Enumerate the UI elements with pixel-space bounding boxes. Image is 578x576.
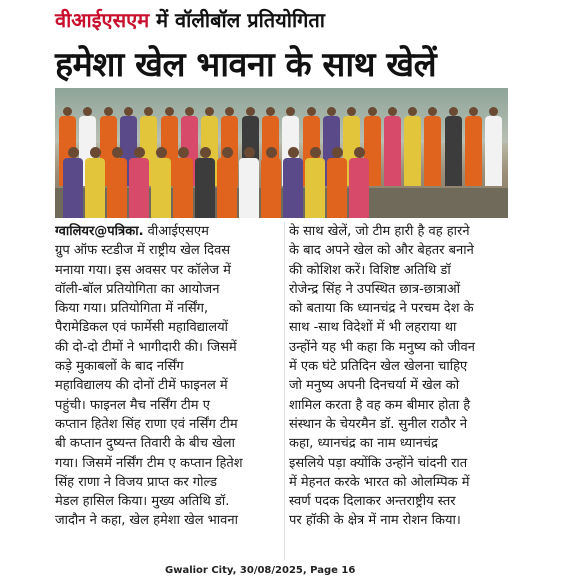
photo-person-head <box>469 107 478 116</box>
article-line: मेडल हासिल किया। मुख्य अतिथि डॉ. <box>55 494 230 510</box>
photo-person-head <box>332 147 343 158</box>
photo-person-head <box>354 147 365 158</box>
dateline-line <box>55 222 278 241</box>
article-line: कहा, ध्यानचंद्र का नाम ध्यानचंद्र <box>289 436 438 452</box>
article-line: कप्तान हितेश सिंह राणा एवं नर्सिंग टीम <box>55 416 238 432</box>
article-line: जादौन ने कहा, खेल हमेशा खेल भावना <box>55 513 238 529</box>
photo-person <box>239 158 259 218</box>
article-line: मनाया गया। इस अवसर पर कॉलेज में <box>55 262 231 278</box>
photo-person <box>327 158 347 218</box>
photo-person-head <box>246 107 255 116</box>
photo-person <box>107 158 127 218</box>
article-line: वॉली-बॉल प्रतियोगिता का आयोजन <box>55 281 220 297</box>
photo-person-head <box>112 147 123 158</box>
photo-person-head <box>449 107 458 116</box>
photo-person-head <box>68 147 79 158</box>
article-line: वीआईएसएम <box>147 224 209 239</box>
article-line: में मेहनत करके भारत को ओलम्पिक में <box>289 474 470 490</box>
article-line: स्वर्ण पदक दिलाकर अन्तराष्ट्रीय स्तर <box>289 494 456 510</box>
kicker-institution: वीआईएसएम <box>55 8 150 32</box>
photo-person <box>485 116 502 186</box>
article-line: पहुंची। फाइनल मैच नर्सिंग टीम ए <box>55 397 210 413</box>
photo-person-head <box>134 147 145 158</box>
article-line: जो मनुष्य अपनी दिनचर्या में खेल को <box>289 378 460 394</box>
article-line: महाविद्यालय की दोनों टीमें फाइनल में <box>55 378 228 394</box>
article-line: की कोशिश करें। विशिष्ट अतिथि डॉ <box>289 262 451 278</box>
photo-person <box>173 158 193 218</box>
article-line: साथ -साथ विदेशों में भी लहराया था <box>289 320 457 336</box>
photo-person <box>261 158 281 218</box>
article-column-1 <box>55 222 278 531</box>
photo-person-head <box>327 107 336 116</box>
photo-person <box>63 158 83 218</box>
photo-person-head <box>156 147 167 158</box>
article-line: बी कप्तान दुष्यन्त तिवारी के बीच खेला <box>55 436 235 452</box>
article-line: इसलिये पड़ा क्योंकि उन्होंने चांदनी रात <box>289 455 468 471</box>
photo-person-head <box>307 107 316 116</box>
column-divider <box>284 222 285 560</box>
page-footer: Gwalior City, 30/08/2025, Page 16 <box>165 565 356 576</box>
article-line: गया। जिसमें नर्सिंग टीम ए कप्तान हितेश <box>55 455 243 471</box>
article-line: संस्थान के चेयरमैन डॉ. सुनील राठौर ने <box>289 416 468 432</box>
photo-person <box>384 116 401 186</box>
photo-person <box>465 116 482 186</box>
photo-person-head <box>200 147 211 158</box>
photo-person-head <box>104 107 113 116</box>
article-line: रोजेन्द्र सिंह ने उपस्थित छात्र-छात्राओं <box>289 281 461 297</box>
photo-person <box>151 158 171 218</box>
photo-person-head <box>310 147 321 158</box>
photo-person <box>424 116 441 186</box>
photo-person <box>445 116 462 186</box>
article-line: उन्होंने यह भी कहा कि मनुष्य को जीवन <box>289 339 475 355</box>
photo-person <box>217 158 237 218</box>
photo-person-head <box>266 147 277 158</box>
article-line: कड़े मुकाबलों के बाद नर्सिंग <box>55 359 184 375</box>
article-line: की दो-दो टीमों ने भागीदारी की। जिसमें <box>55 339 237 355</box>
main-headline: हमेशा खेल भावना के साथ खेलें <box>55 45 437 85</box>
kicker-headline <box>55 8 325 32</box>
photo-person <box>85 158 105 218</box>
photo-person <box>129 158 149 218</box>
photo-person-head <box>266 107 275 116</box>
article-line: पैरामेडिकल एवं फार्मेसी महाविद्यालयों <box>55 320 229 336</box>
photo-person <box>305 158 325 218</box>
article-line: सिंह राणा ने विजय प्राप्त कर गोल्ड <box>55 474 217 490</box>
article-column-2 <box>289 222 508 531</box>
kicker-event: में वॉलीबॉल प्रतियोगिता <box>149 8 325 32</box>
article-line: के साथ खेलें, जो टीम हारी है वह हारने <box>289 224 470 239</box>
photo-person-head <box>124 107 133 116</box>
photo-person-head <box>165 107 174 116</box>
photo-person-head <box>244 147 255 158</box>
group-photo <box>55 88 508 218</box>
photo-person-head <box>388 107 397 116</box>
photo-person-head <box>178 147 189 158</box>
photo-person <box>404 116 421 186</box>
photo-person-head <box>222 147 233 158</box>
photo-person <box>195 158 215 218</box>
article-line: पर हॉकी के क्षेत्र में नाम रोशन किया। <box>289 513 461 529</box>
article-line: के बाद अपने खेल को और बेहतर बनाने <box>289 243 474 259</box>
photo-person-head <box>368 107 377 116</box>
article-line: ग्रुप ऑफ स्टडीज में राष्ट्रीय खेल दिवस <box>55 243 231 259</box>
photo-person-head <box>185 107 194 116</box>
article-line: में एक घंटे प्रतिदिन खेल खेलना चाहिए <box>289 359 468 375</box>
article-line: किया गया। प्रतियोगिता में नर्सिंग, <box>55 301 209 317</box>
article-line: को बताया कि ध्यानचंद्र ने परचम देश के <box>289 301 474 317</box>
photo-person-head <box>63 107 72 116</box>
photo-person-head <box>288 147 299 158</box>
dateline: ग्वालियर@पत्रिका. <box>55 224 144 239</box>
photo-person <box>283 158 303 218</box>
article-line: शामिल करता है वह कम बीमार होता है <box>289 397 471 413</box>
photo-person-head <box>90 147 101 158</box>
photo-person <box>349 158 369 218</box>
